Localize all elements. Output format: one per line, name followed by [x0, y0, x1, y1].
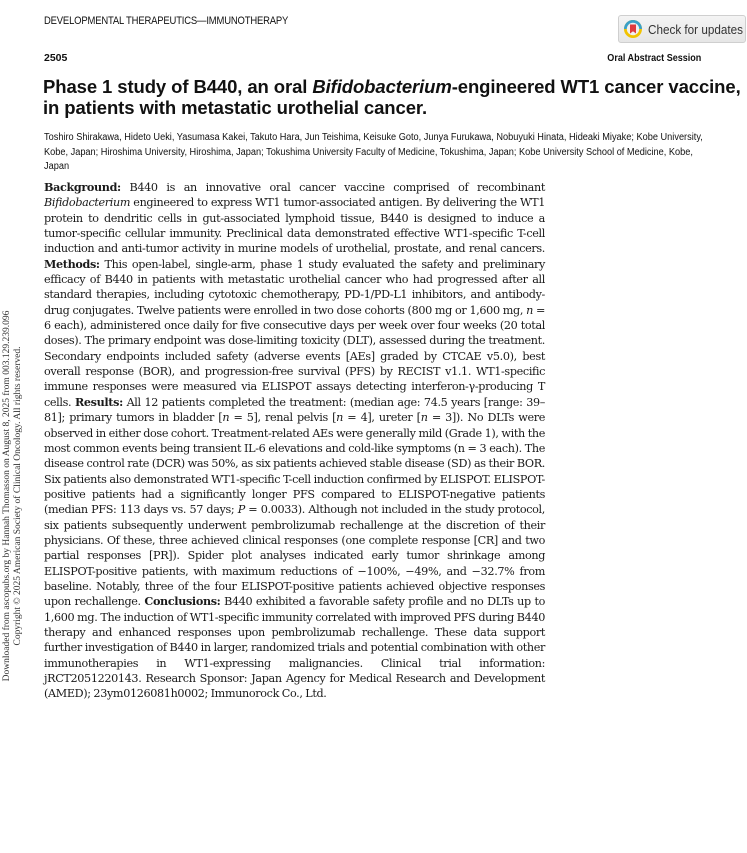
- results-p: P: [237, 503, 245, 517]
- title-part-1: Phase 1 study of B440, an oral: [43, 76, 313, 97]
- check-for-updates-label: Check for updates: [648, 21, 743, 37]
- results-text-5: = 0.0033). Although not included in the study protocol, six patients subsequently underwent pembrolizumab rechallenge at the discretion of their physicians. Of these, three achieved clinical responses (one complete response [CR] and two partial responses [PR]). Spider plot analyses indicated early tumor shrinkage among ELISPOT-positive patients, with maximum reductions of −100%, −49%, and −32.7% from baseline. Notably, three of the four ELISPOT-positive patients achieved objective responses upon rechallenge.: [44, 503, 545, 609]
- methods-heading: Methods:: [44, 256, 100, 271]
- background-heading: Background:: [44, 180, 121, 194]
- results-text-4: = 3]). No DLTs were observed in either dose cohort. Treatment-related AEs were generally mild (Grade 1), with the most common events being transient IL-6 elevations and cold-like symptoms (n = 3 each). The disease control rate (DCR) was 50%, as six patients achieved stable disease (SD) as their BOR. Six patients also demonstrated WT1-specific T-cell induction confirmed by ELISPOT. ELISPOT-positive patients had a significantly longer PFS compared to ELISPOT-negative patients (median PFS: 113 days vs. 57 days;: [44, 411, 546, 517]
- authors-affiliations: Toshiro Shirakawa, Hideto Ueki, Yasumasa Kakei, Takuto Hara, Jun Teishima, Keisuke Goto, Junya Furukawa, Nobuyuki Hinata, Hideaki Miyake; Kobe University, Kobe, Japan; Hiroshima University, Hiroshima, Japan; Tokushima University Faculty of Medicine, Tokushima, Japan; Kobe University School of Medicine, Kobe, Japan: [44, 132, 703, 172]
- session-label: Oral Abstract Session: [606, 52, 701, 64]
- results-n: n: [420, 411, 428, 425]
- conclusions-heading: Conclusions:: [144, 594, 221, 609]
- methods-text-2: = 6 each), administered once daily for five consecutive days per week over four weeks (20 total doses). The primary endpoint was dose-limiting toxicity (DLT), assessed during the treatment. Secondary endpoints included safety (adverse events [AEs] graded by CTCAE v5.0), best overall response (BOR), and progression-free survival (PFS) by RECIST v1.1. WT1-specific immune responses were measured via ELISPOT assays detecting interferon-γ-producing T cells.: [44, 303, 545, 409]
- title-italic: Bifidobacterium: [312, 76, 452, 97]
- methods-n: n: [526, 303, 533, 317]
- results-text-3: = 4], ureter [: [343, 411, 421, 425]
- background-text: B440 is an innovative oral cancer vaccine comprised of recombinant: [120, 181, 545, 194]
- abstract-body: [44, 180, 545, 702]
- download-watermark: [2, 286, 24, 706]
- watermark-line-1: Downloaded from ascopubs.org by Hannah Thomasson on August 8, 2025 from 003.129.239.096: [2, 310, 12, 682]
- results-heading: Results:: [74, 394, 123, 409]
- crossmark-bookmark-icon: [623, 19, 643, 39]
- page-title: [43, 76, 743, 118]
- methods-text: This open-label, single-arm, phase 1 study evaluated the safety and preliminary efficacy of B440 in patients with metastatic urothelial cancer who had progressed after all standard therapies, including cytotoxic chemotherapy, PD-1/PD-L1 inhibitors, and antibody-drug conjugates. Twelve patients were enrolled in two dose cohorts (800 mg or 1,600 mg,: [44, 257, 545, 317]
- results-text-2: = 5], renal pelvis [: [229, 411, 337, 425]
- abstract-number: 2505: [44, 52, 68, 64]
- check-for-updates-button[interactable]: [618, 15, 746, 43]
- section-label: DEVELOPMENTAL THERAPEUTICS—IMMUNOTHERAPY: [44, 15, 289, 27]
- conclusions-text: B440 exhibited a favorable safety profile and no DLTs up to 1,600 mg. The induction of WT1-specific immunity correlated with improved PFS during B440 therapy and enhanced responses upon pembrolizumab rechallenge. These data support further investigation of B440 in larger, randomized trials and potential combination with other immunotherapies in WT1-expressing malignancies. Clinical trial information: jRCT2051220143. Research Sponsor: Japan Agency for Medical Research and Development (AMED); 23ym0126081h0002; Immunorock Co., Ltd.: [44, 595, 545, 701]
- background-italic: Bifidobacterium: [44, 196, 131, 210]
- results-n: n: [222, 411, 230, 425]
- background-text-2: engineered to express WT1 tumor-associated antigen. By delivering the WT1 protein to dendritic cells in gut-associated lymphoid tissue, B440 is designed to induce a tumor-specific cellular immunity. Preclinical data demonstrated effective WT1-specific T-cell induction and anti-tumor activity in murine models of urothelial, prostate, and renal cancers.: [44, 196, 545, 256]
- title-part-2: -engineered WT1 cancer vaccine, in patients with metastatic urothelial cancer.: [43, 76, 741, 118]
- watermark-line-2: Copyright © 2025 American Society of Clinical Oncology. All rights reserved.: [13, 346, 23, 646]
- results-n: n: [336, 411, 344, 425]
- results-text: All 12 patients completed the treatment: (median age: 74.5 years [range: 39–81]; primary tumors in bladder [: [44, 395, 545, 425]
